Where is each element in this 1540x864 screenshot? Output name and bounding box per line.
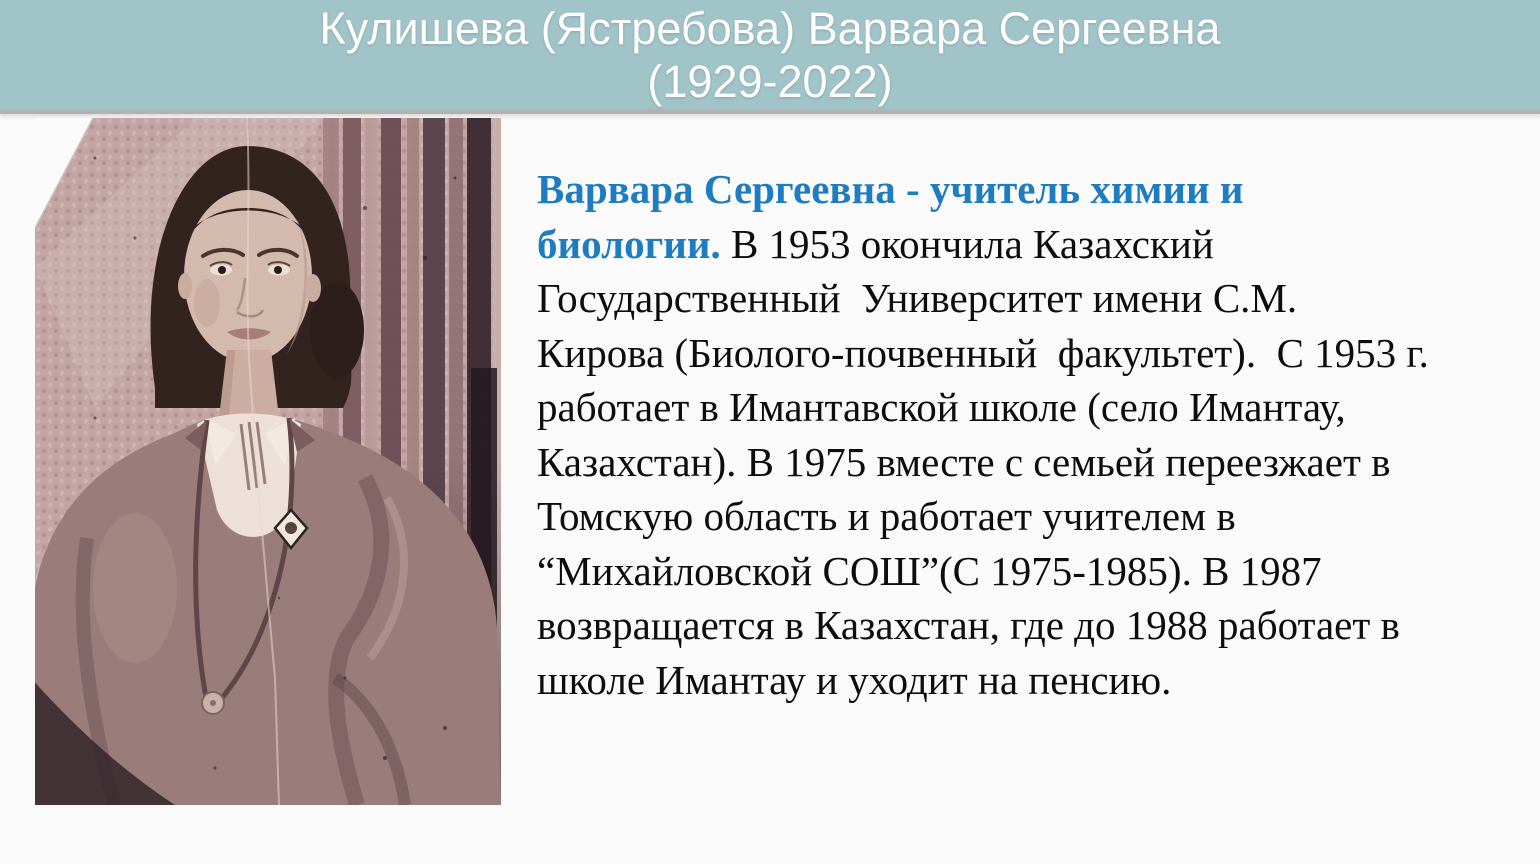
body-run-text: “Михайловской СОШ”(С 1975-1985). В 1987 [537, 547, 1322, 594]
slide-title-line-1: Кулишева (Ястребова) Варвара Сергеевна [319, 3, 1221, 54]
body-text-line [537, 271, 1532, 326]
body-run-text: Казахстан). В 1975 вместе с семьей переезжает в [537, 438, 1391, 485]
body-run-text: работает в Имантавской школе (село Имантау, [537, 384, 1346, 430]
jacket-button [202, 692, 224, 714]
body-run-text: возвращается в Казахстан, где до 1988 работает в [537, 602, 1400, 648]
body-run-text: В 1953 окончила Казахский [720, 220, 1214, 267]
body-run-text: Томскую область и работает учителем в [537, 493, 1236, 539]
portrait-photo-graphic [35, 118, 501, 805]
body-text-line [537, 653, 1532, 708]
body-text-line [537, 380, 1532, 435]
portrait-photo [35, 118, 501, 805]
body-text-line [537, 544, 1532, 599]
lead-emphasis-text: Варвара Сергеевна - учитель химии и [537, 166, 1244, 212]
body-run-text: Государственный Университет имени С.М. [537, 275, 1298, 321]
header-divider [0, 110, 1540, 114]
biography-text [537, 162, 1532, 707]
lead-emphasis-text: биологии. [537, 220, 721, 267]
body-text-line [537, 598, 1532, 653]
body-run-text: школе Имантау и уходит на пенсию. [537, 656, 1172, 703]
body-text-line [537, 217, 1532, 272]
body-text-line [537, 489, 1532, 544]
body-text-line [537, 162, 1532, 217]
body-run-text: Кирова (Биолого-почвенный факультет). С 1953 г. [537, 329, 1429, 376]
body-text-line [537, 326, 1532, 381]
slide-title-line-2: (1929-2022) [647, 56, 893, 107]
slide-title-bar [0, 0, 1540, 110]
body-text-line [537, 435, 1532, 490]
